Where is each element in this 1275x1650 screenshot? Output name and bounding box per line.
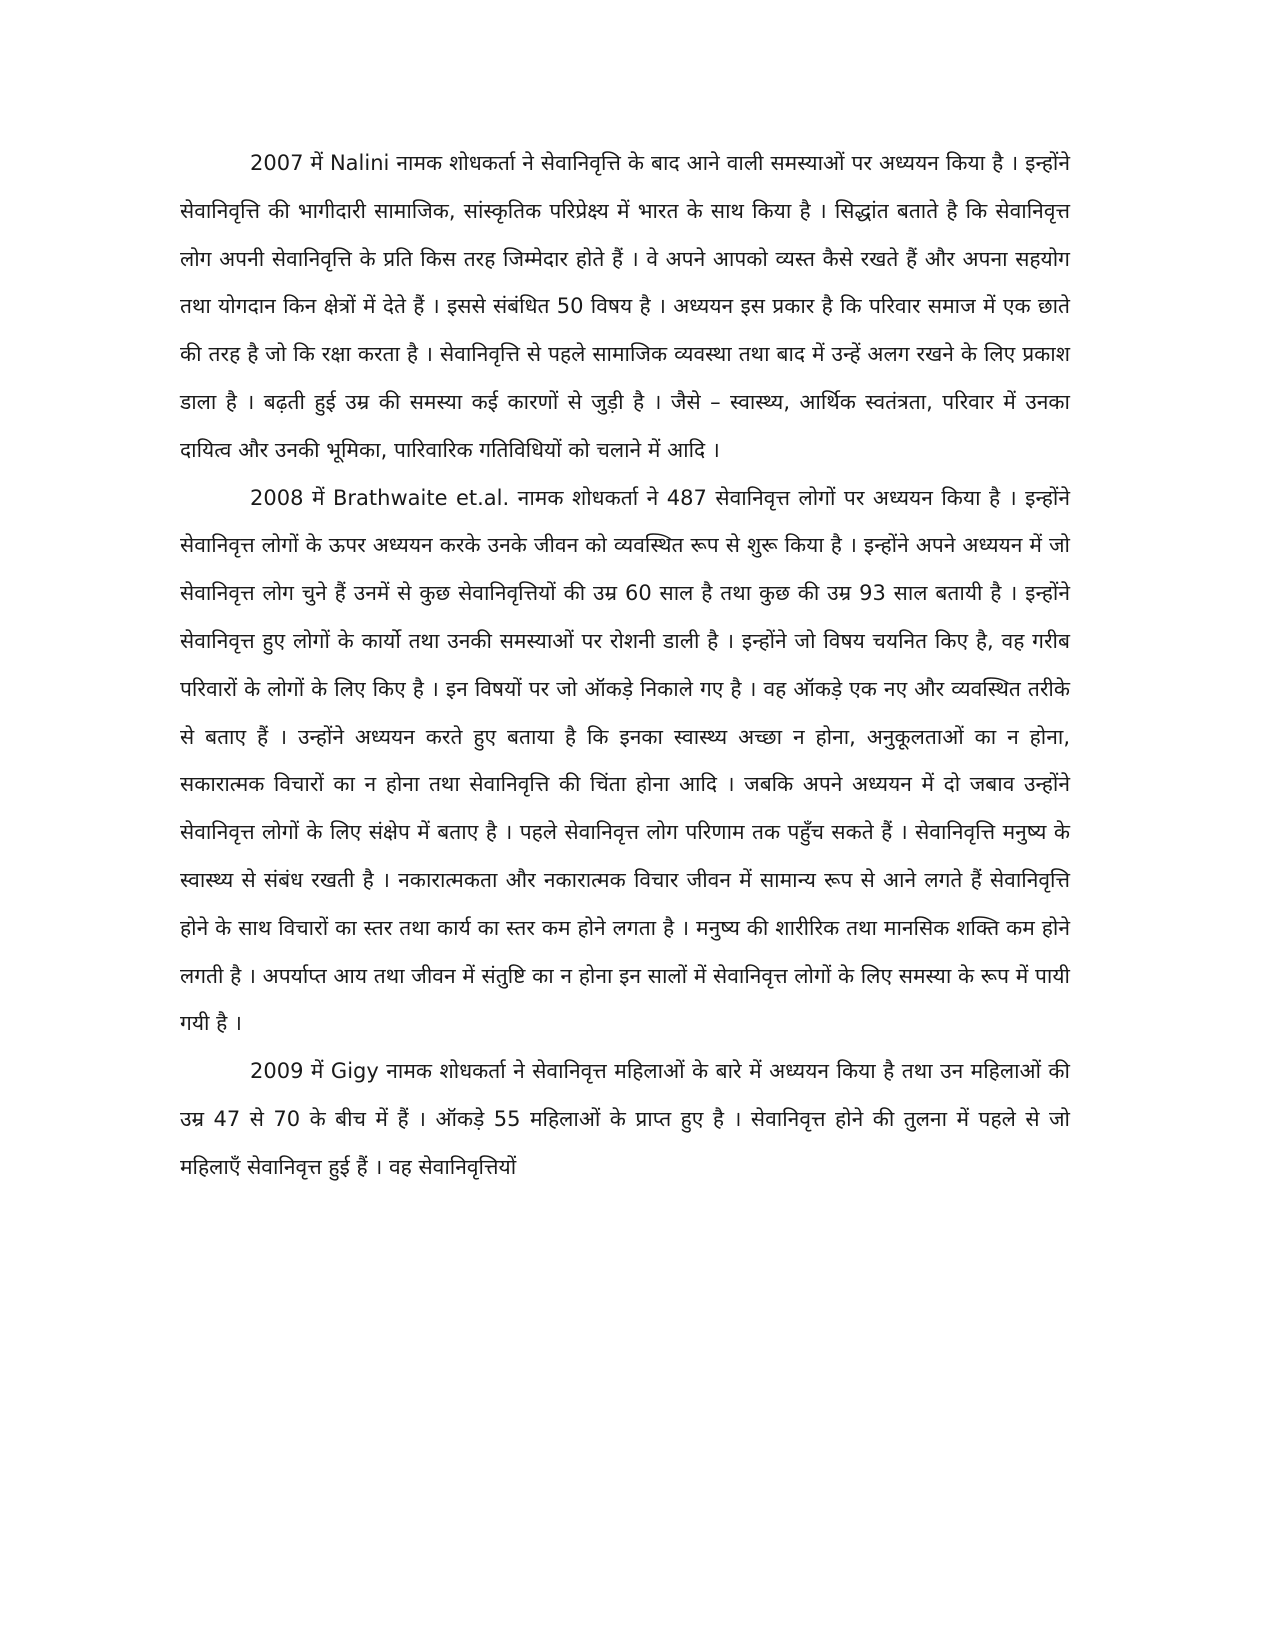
paragraph-brathwaite-2008: 2008 में Brathwaite et.al. नामक शोधकर्ता ने 487 सेवानिवृत्त लोगों पर अध्ययन किया है । इन्होंने सेवानिवृत्त लोगों के ऊपर अध्ययन करके उनके जीवन को व्यवस्थित रूप से शुरू किया है । इन्होंने अपने अध्ययन में जो सेवानिवृत्त लोग चुने हैं उनमें से कुछ सेवानिवृत्तियों की उम्र 60 साल है तथा कुछ की उम्र 93 साल बतायी है । इन्होंने सेवानिवृत्त हुए लोगों के कार्यो तथा उनकी समस्याओं पर रोशनी डाली है । इन्होंने जो विषय चयनित किए है, वह गरीब परिवारों के लोगों के लिए किए है । इन विषयों पर जो ऑकड़े निकाले गए है । वह ऑकड़े एक नए और व्यवस्थित तरीके से बताए हैं । उन्होंने अध्ययन करते हुए बताया है कि इनका स्वास्थ्य अच्छा न होना, अनुकूलताओं का न होना, सकारात्मक विचारों का न होना तथा सेवानिवृत्ति की चिंता होना आदि । जबकि अपने अध्ययन में दो जबाव उन्होंने सेवानिवृत्त लोगों के लिए संक्षेप में बताए है । पहले सेवानिवृत्त लोग परिणाम तक पहुँच सकते हैं । सेवानिवृत्ति मनुष्य के स्वास्थ्य से संबंध रखती है । नकारात्मकता और नकारात्मक विचार जीवन में सामान्य रूप से आने लगते हैं सेवानिवृत्ति होने के साथ विचारों का स्तर तथा कार्य का स्तर कम होने लगता है । मनुष्य की शारीरिक तथा मानसिक शक्ति कम होने लगती है । अपर्याप्त आय तथा जीवन में संतुष्टि का न होना इन सालों में सेवानिवृत्त लोगों के लिए समस्या के रूप में पायी गयी है । <box>180 485 1070 1036</box>
paragraph-nalini-2007: 2007 में Nalini नामक शोधकर्ता ने सेवानिवृत्ति के बाद आने वाली समस्याओं पर अध्ययन किया है । इन्होंने सेवानिवृत्ति की भागीदारी सामाजिक, सांस्कृतिक परिप्रेक्ष्य में भारत के साथ किया है । सिद्धांत बताते है कि सेवानिवृत्त लोग अपनी सेवानिवृत्ति के प्रति किस तरह जिम्मेदार होते हैं । वे अपने आपको व्यस्त कैसे रखते हैं और अपना सहयोग तथा योगदान किन क्षेत्रों में देते हैं । इससे संबंधित 50 विषय है । अध्ययन इस प्रकार है कि परिवार समाज में एक छाते की तरह है जो कि रक्षा करता है । सेवानिवृत्ति से पहले सामाजिक व्यवस्था तथा बाद में उन्हें अलग रखने के लिए प्रकाश डाला है । बढ़ती हुई उम्र की समस्या कई कारणों से जुड़ी है । जैसे – स्वास्थ्य, आर्थिक स्वतंत्रता, परिवार में उनका दायित्व और उनकी भूमिका, पारिवारिक गतिविधियों को चलाने में आदि । <box>180 151 1070 462</box>
paragraph-gigy-2009: 2009 में Gigy नामक शोधकर्ता ने सेवानिवृत्त महिलाओं के बारे में अध्ययन किया है तथा उन महिलाओं की उम्र 47 से 70 के बीच में हैं । ऑकड़े 55 महिलाओं के प्राप्त हुए है । सेवानिवृत्त होने की तुलना में पहले से जो महिलाएँ सेवानिवृत्त हुई हैं । वह सेवानिवृत्तियों <box>180 1059 1070 1179</box>
document-page <box>180 140 1070 1192</box>
